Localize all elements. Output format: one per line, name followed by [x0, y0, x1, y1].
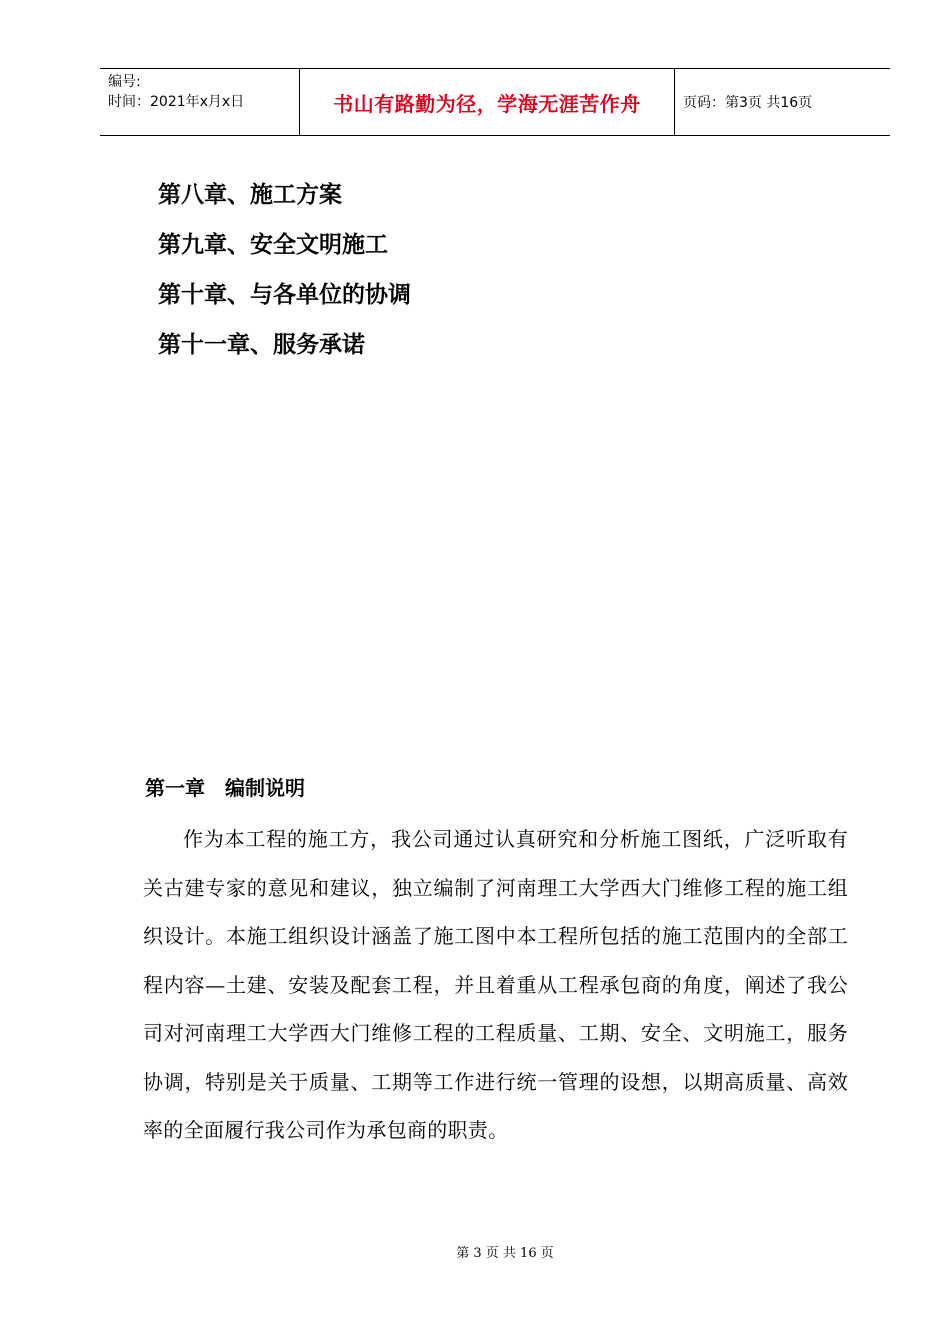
toc-item-chapter-10: 第十章、与各单位的协调	[158, 281, 411, 308]
header-meta	[100, 69, 300, 135]
document-number-label: 编号:	[108, 74, 141, 90]
table-of-contents	[158, 170, 411, 370]
header-motto-cell	[300, 69, 675, 135]
document-time-label: 时间：2021年x月x日	[108, 94, 245, 110]
toc-item-chapter-8: 第八章、施工方案	[158, 181, 342, 208]
chapter-paragraph: 作为本工程的施工方，我公司通过认真研究和分析施工图纸，广泛听取有关古建专家的意见和建议，独立编制了河南理工大学西大门维修工程的施工组织设计。本施工组织设计涵盖了施工图中本工程所包括的施工范围内的全部工程内容—土建、安装及配套工程，并且着重从工程承包商的角度，阐述了我公司对河南理工大学西大门维修工程的工程质量、工期、安全、文明施工，服务协调，特别是关于质量、工期等工作进行统一管理的设想，以期高质量、高效率的全面履行我公司作为承包商的职责。	[143, 827, 848, 1142]
page-footer: 第 3 页 共 16 页	[456, 1246, 554, 1261]
toc-item-chapter-11: 第十一章、服务承诺	[158, 331, 365, 358]
page-header	[100, 68, 890, 136]
toc-item-chapter-9: 第九章、安全文明施工	[158, 231, 388, 258]
header-motto: 书山有路勤为径，学海无涯苦作舟	[333, 91, 641, 116]
header-page-info: 页码：第3页 共16页	[683, 95, 813, 111]
chapter-title: 第一章 编制说明	[145, 776, 305, 800]
